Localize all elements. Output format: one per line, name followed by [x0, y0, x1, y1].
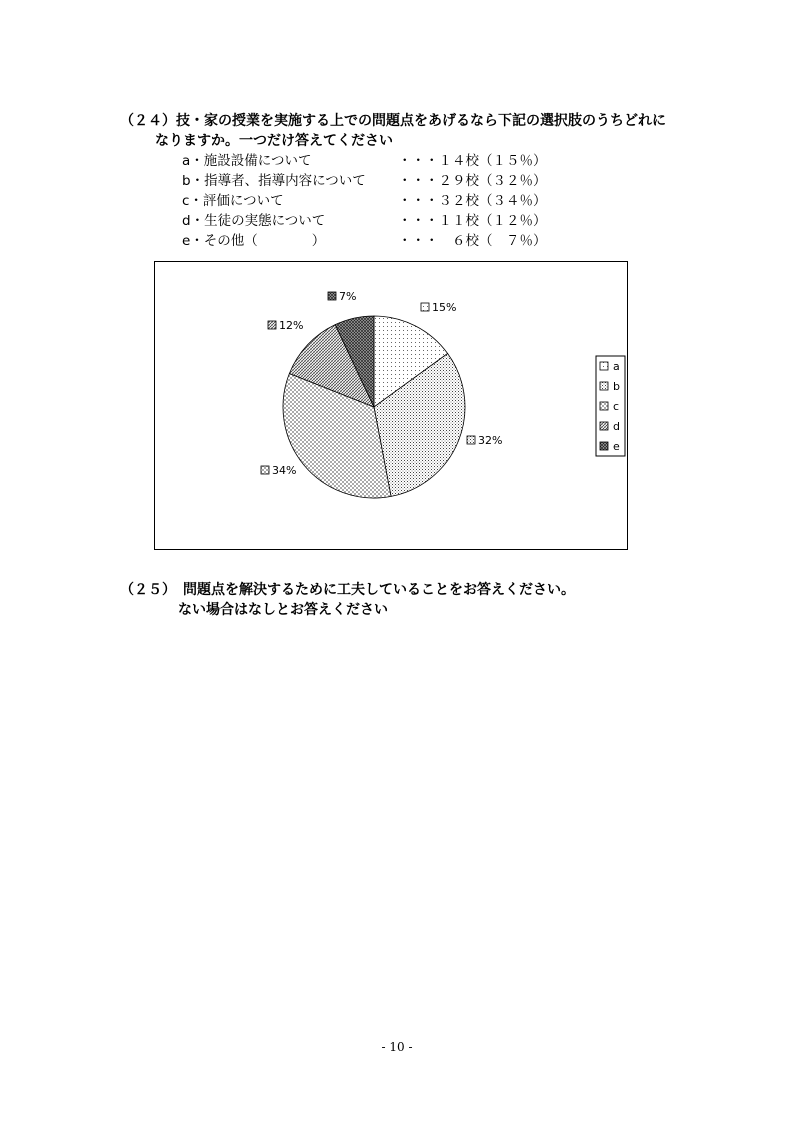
option-label: d・生徒の実態について: [182, 213, 326, 229]
legend-label-a: a: [613, 360, 620, 373]
option-count: ・・・２９校（３２％）: [398, 173, 547, 189]
option-count: ・・・１４校（１５％）: [398, 153, 547, 169]
option-count: ・・・ ６校（ ７％）: [398, 233, 547, 249]
page-number: - 10 -: [381, 1040, 413, 1054]
data-label-swatch-e: [328, 292, 336, 300]
question-25-subtitle: ない場合はなしとお答えください: [178, 602, 388, 618]
option-label: b・指導者、指導内容について: [182, 173, 366, 189]
option-count: ・・・１１校（１２％）: [398, 213, 547, 229]
data-label-e: 7%: [339, 290, 357, 303]
option-label: c・評価について: [182, 193, 284, 209]
data-label-c: 34%: [272, 464, 297, 477]
data-label-d: 12%: [279, 319, 304, 332]
data-label-swatch-d: [268, 321, 276, 329]
data-label-a: 15%: [432, 301, 457, 314]
legend-swatch-b: [600, 382, 608, 390]
pie-chart: [155, 262, 627, 549]
legend-swatch-e: [600, 442, 608, 450]
chart-legend: [596, 356, 625, 456]
option-label: e・その他（ ）: [182, 233, 326, 249]
legend-swatch-c: [600, 402, 608, 410]
legend-label-b: b: [613, 380, 620, 393]
question-24-title: （２４）技・家の授業を実施する上での問題点をあげるなら下記の選択肢のうちどれに: [120, 113, 666, 129]
question-25-title: （２５） 問題点を解決するために工夫していることをお答えください。: [120, 582, 575, 598]
pie-chart-frame: [154, 261, 628, 550]
data-label-swatch-c: [261, 466, 269, 474]
legend-swatch-d: [600, 422, 608, 430]
data-label-swatch-b: [467, 436, 475, 444]
legend-label-c: c: [613, 400, 620, 413]
legend-label-d: d: [613, 420, 620, 433]
legend-label-e: e: [613, 440, 620, 453]
legend-swatch-a: [600, 362, 608, 370]
question-24-subtitle: なりますか。一つだけ答えてください: [155, 133, 393, 149]
data-label-b: 32%: [478, 434, 503, 447]
option-label: a・施設設備について: [182, 153, 312, 169]
option-count: ・・・３２校（３４％）: [398, 193, 547, 209]
data-label-swatch-a: [421, 303, 429, 311]
